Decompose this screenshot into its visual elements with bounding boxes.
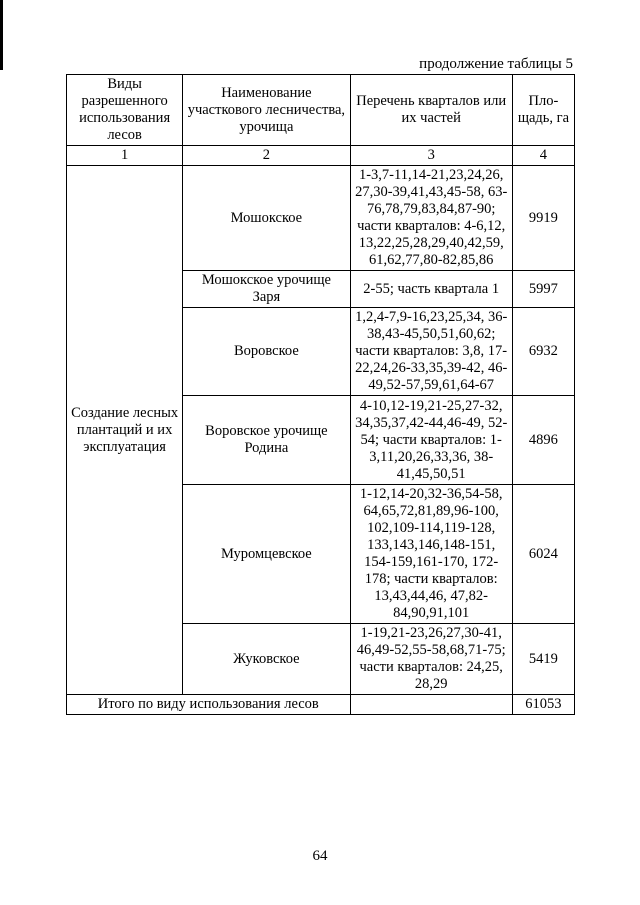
scan-edge-mark: [0, 0, 3, 70]
total-value: 61053: [512, 695, 574, 715]
total-row: [67, 695, 575, 715]
forestry-name: Муромцевское: [183, 485, 350, 624]
area-value: 6024: [512, 485, 574, 624]
quarters-list: 1-19,21-23,26,27,30-41, 46,49-52,55-58,68,71-75; части кварталов: 24,25, 28,29: [350, 624, 512, 695]
quarters-list: 1,2,4-7,9-16,23,25,34, 36-38,43-45,50,51,60,62; части кварталов: 3,8, 17-22,24,26-33,35,39-42, 46-49,52-57,59,61,64-67: [350, 308, 512, 396]
area-value: 6932: [512, 308, 574, 396]
quarters-list: 1-3,7-11,14-21,23,24,26, 27,30-39,41,43,45-58, 63-76,78,79,83,84,87-90; части кварталов: 4-6,12, 13,22,25,28,29,40,42,59, 61,62,77,80-82,85,86: [350, 166, 512, 271]
header-quarters-list: Перечень кварталов или их частей: [350, 75, 512, 146]
area-value: 4896: [512, 396, 574, 485]
area-value: 5419: [512, 624, 574, 695]
forestry-name: Мошокское урочище Заря: [183, 271, 350, 308]
quarters-list: 2-55; часть квартала 1: [350, 271, 512, 308]
header-area: Пло-щадь, га: [512, 75, 574, 146]
page-number: 64: [312, 848, 328, 864]
area-value: 5997: [512, 271, 574, 308]
quarters-list: 4-10,12-19,21-25,27-32, 34,35,37,42-44,46-49, 52-54; части кварталов: 1-3,11,20,26,33,36, 38-41,45,50,51: [350, 396, 512, 485]
total-empty-cell: [350, 695, 512, 715]
column-number: 3: [350, 146, 512, 166]
column-number-row: [67, 146, 575, 166]
forestry-name: Жуковское: [183, 624, 350, 695]
header-forestry-name: Наименование участкового лесничества, урочища: [183, 75, 350, 146]
column-number: 1: [67, 146, 183, 166]
forestry-name: Мошокское: [183, 166, 350, 271]
total-label: Итого по виду использования лесов: [67, 695, 351, 715]
use-type-cell: Создание лесных плантаций и их эксплуатация: [67, 166, 183, 695]
forestry-name: Воровское урочище Родина: [183, 396, 350, 485]
forest-use-table: [66, 74, 575, 715]
header-use-type: Виды разрешенного использования лесов: [67, 75, 183, 146]
table-continuation-caption: продолжение таблицы 5: [419, 56, 573, 72]
area-value: 9919: [512, 166, 574, 271]
column-number: 4: [512, 146, 574, 166]
table-row: [67, 166, 575, 271]
forestry-name: Воровское: [183, 308, 350, 396]
quarters-list: 1-12,14-20,32-36,54-58, 64,65,72,81,89,96-100, 102,109-114,119-128, 133,143,146,148-151, 154-159,161-170, 172-178; части кварталов: 13,43,44,46, 47,82-84,90,91,101: [350, 485, 512, 624]
header-row: [67, 75, 575, 146]
column-number: 2: [183, 146, 350, 166]
